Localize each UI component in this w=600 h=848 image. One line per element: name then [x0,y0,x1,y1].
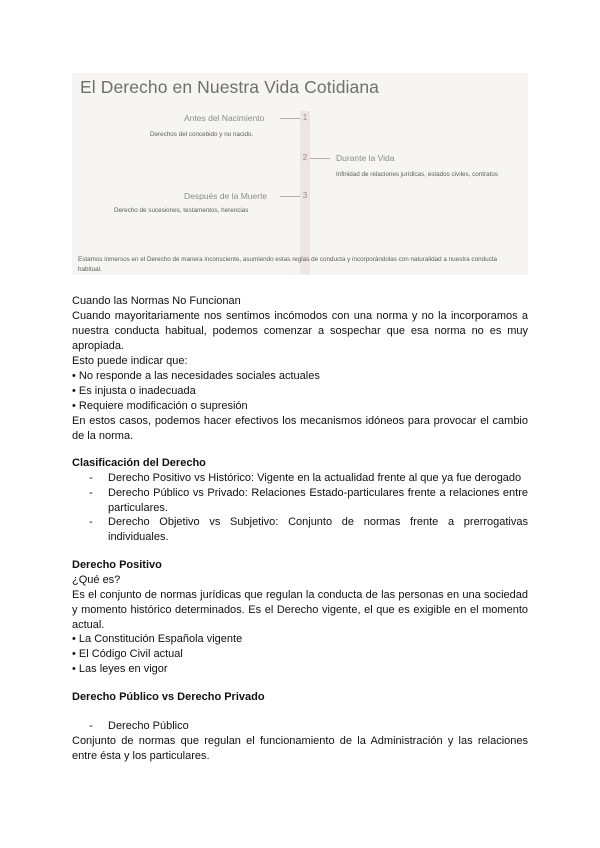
bullet-item: • La Constitución Española vigente [72,633,243,645]
question-text: ¿Qué es? [72,574,121,586]
bullet-item: • No responde a las necesidades sociales actuales [72,370,320,382]
infographic-image [72,73,528,275]
classification-item: Derecho Objetivo vs Subjetivo: Conjunto de normas frente a prerrogativas individuales. [108,516,528,543]
classification-item: Derecho Positivo vs Histórico: Vigente en la actualidad frente al que ya fue derogado [108,472,522,484]
step-1-desc: Derechos del concebido y no nacido. [150,131,254,138]
publico-item: Derecho Público [108,720,189,732]
dash-marker: - [89,516,93,528]
section-heading-publico-privado: Derecho Público vs Derecho Privado [72,691,265,703]
bullet-item: • Requiere modificación o supresión [72,400,248,412]
infographic-title: El Derecho en Nuestra Vida Cotidiana [80,77,380,97]
step-3-number: 3 [300,189,310,203]
step-2-connector [310,158,330,159]
section-heading-positivo: Derecho Positivo [72,559,162,571]
step-2-desc: Infinidad de relaciones jurídicas, estados civiles, contratos [336,171,499,178]
intro-text: Esto puede indicar que: [72,355,188,367]
infographic-footer: Estamos inmersos en el Derecho de manera inconsciente, asumiendo estas reglas de conducta y incorporándolas con naturalidad a nuestra conducta habitual. [78,256,497,273]
step-3-desc: Derecho de sucesiones, testamentos, herencias [114,207,249,214]
bullet-item: • El Código Civil actual [72,648,183,660]
step-1-connector [280,118,300,119]
step-1-number: 1 [300,111,310,125]
bullet-item: • Es injusta o inadecuada [72,385,196,397]
classification-item: Derecho Público vs Privado: Relaciones Estado-particulares frente a relaciones entre particulares. [108,487,528,514]
dash-marker: - [89,472,93,484]
dash-marker: - [89,720,93,732]
paragraph-positivo: Es el conjunto de normas jurídicas que regulan la conducta de las personas en una sociedad y momento histórico determinados. Es el Derecho vigente, el que es exigible en el momento actual. [72,589,528,631]
paragraph-publico: Conjunto de normas que regulan el funcionamiento de la Administración y las relaciones entre ésta y los particulares. [72,735,528,762]
step-3-label: Después de la Muerte [184,191,268,201]
paragraph-closing: En estos casos, podemos hacer efectivos los mecanismos idóneos para provocar el cambio de la norma. [72,415,528,442]
bullet-item: • Las leyes en vigor [72,663,168,675]
dash-marker: - [89,487,93,499]
section-heading-clasificacion: Clasificación del Derecho [72,457,206,469]
step-2-label: Durante la Vida [336,153,395,163]
step-3-connector [280,196,300,197]
section-heading-normas: Cuando las Normas No Funcionan [72,295,241,307]
step-1-label: Antes del Nacimiento [184,113,265,123]
paragraph-normas: Cuando mayoritariamente nos sentimos incómodos con una norma y no la incorporamos a nuestra conducta habitual, podemos comenzar a sospechar que esa norma no es muy apropiada. [72,310,528,352]
step-2-number: 2 [300,151,310,165]
